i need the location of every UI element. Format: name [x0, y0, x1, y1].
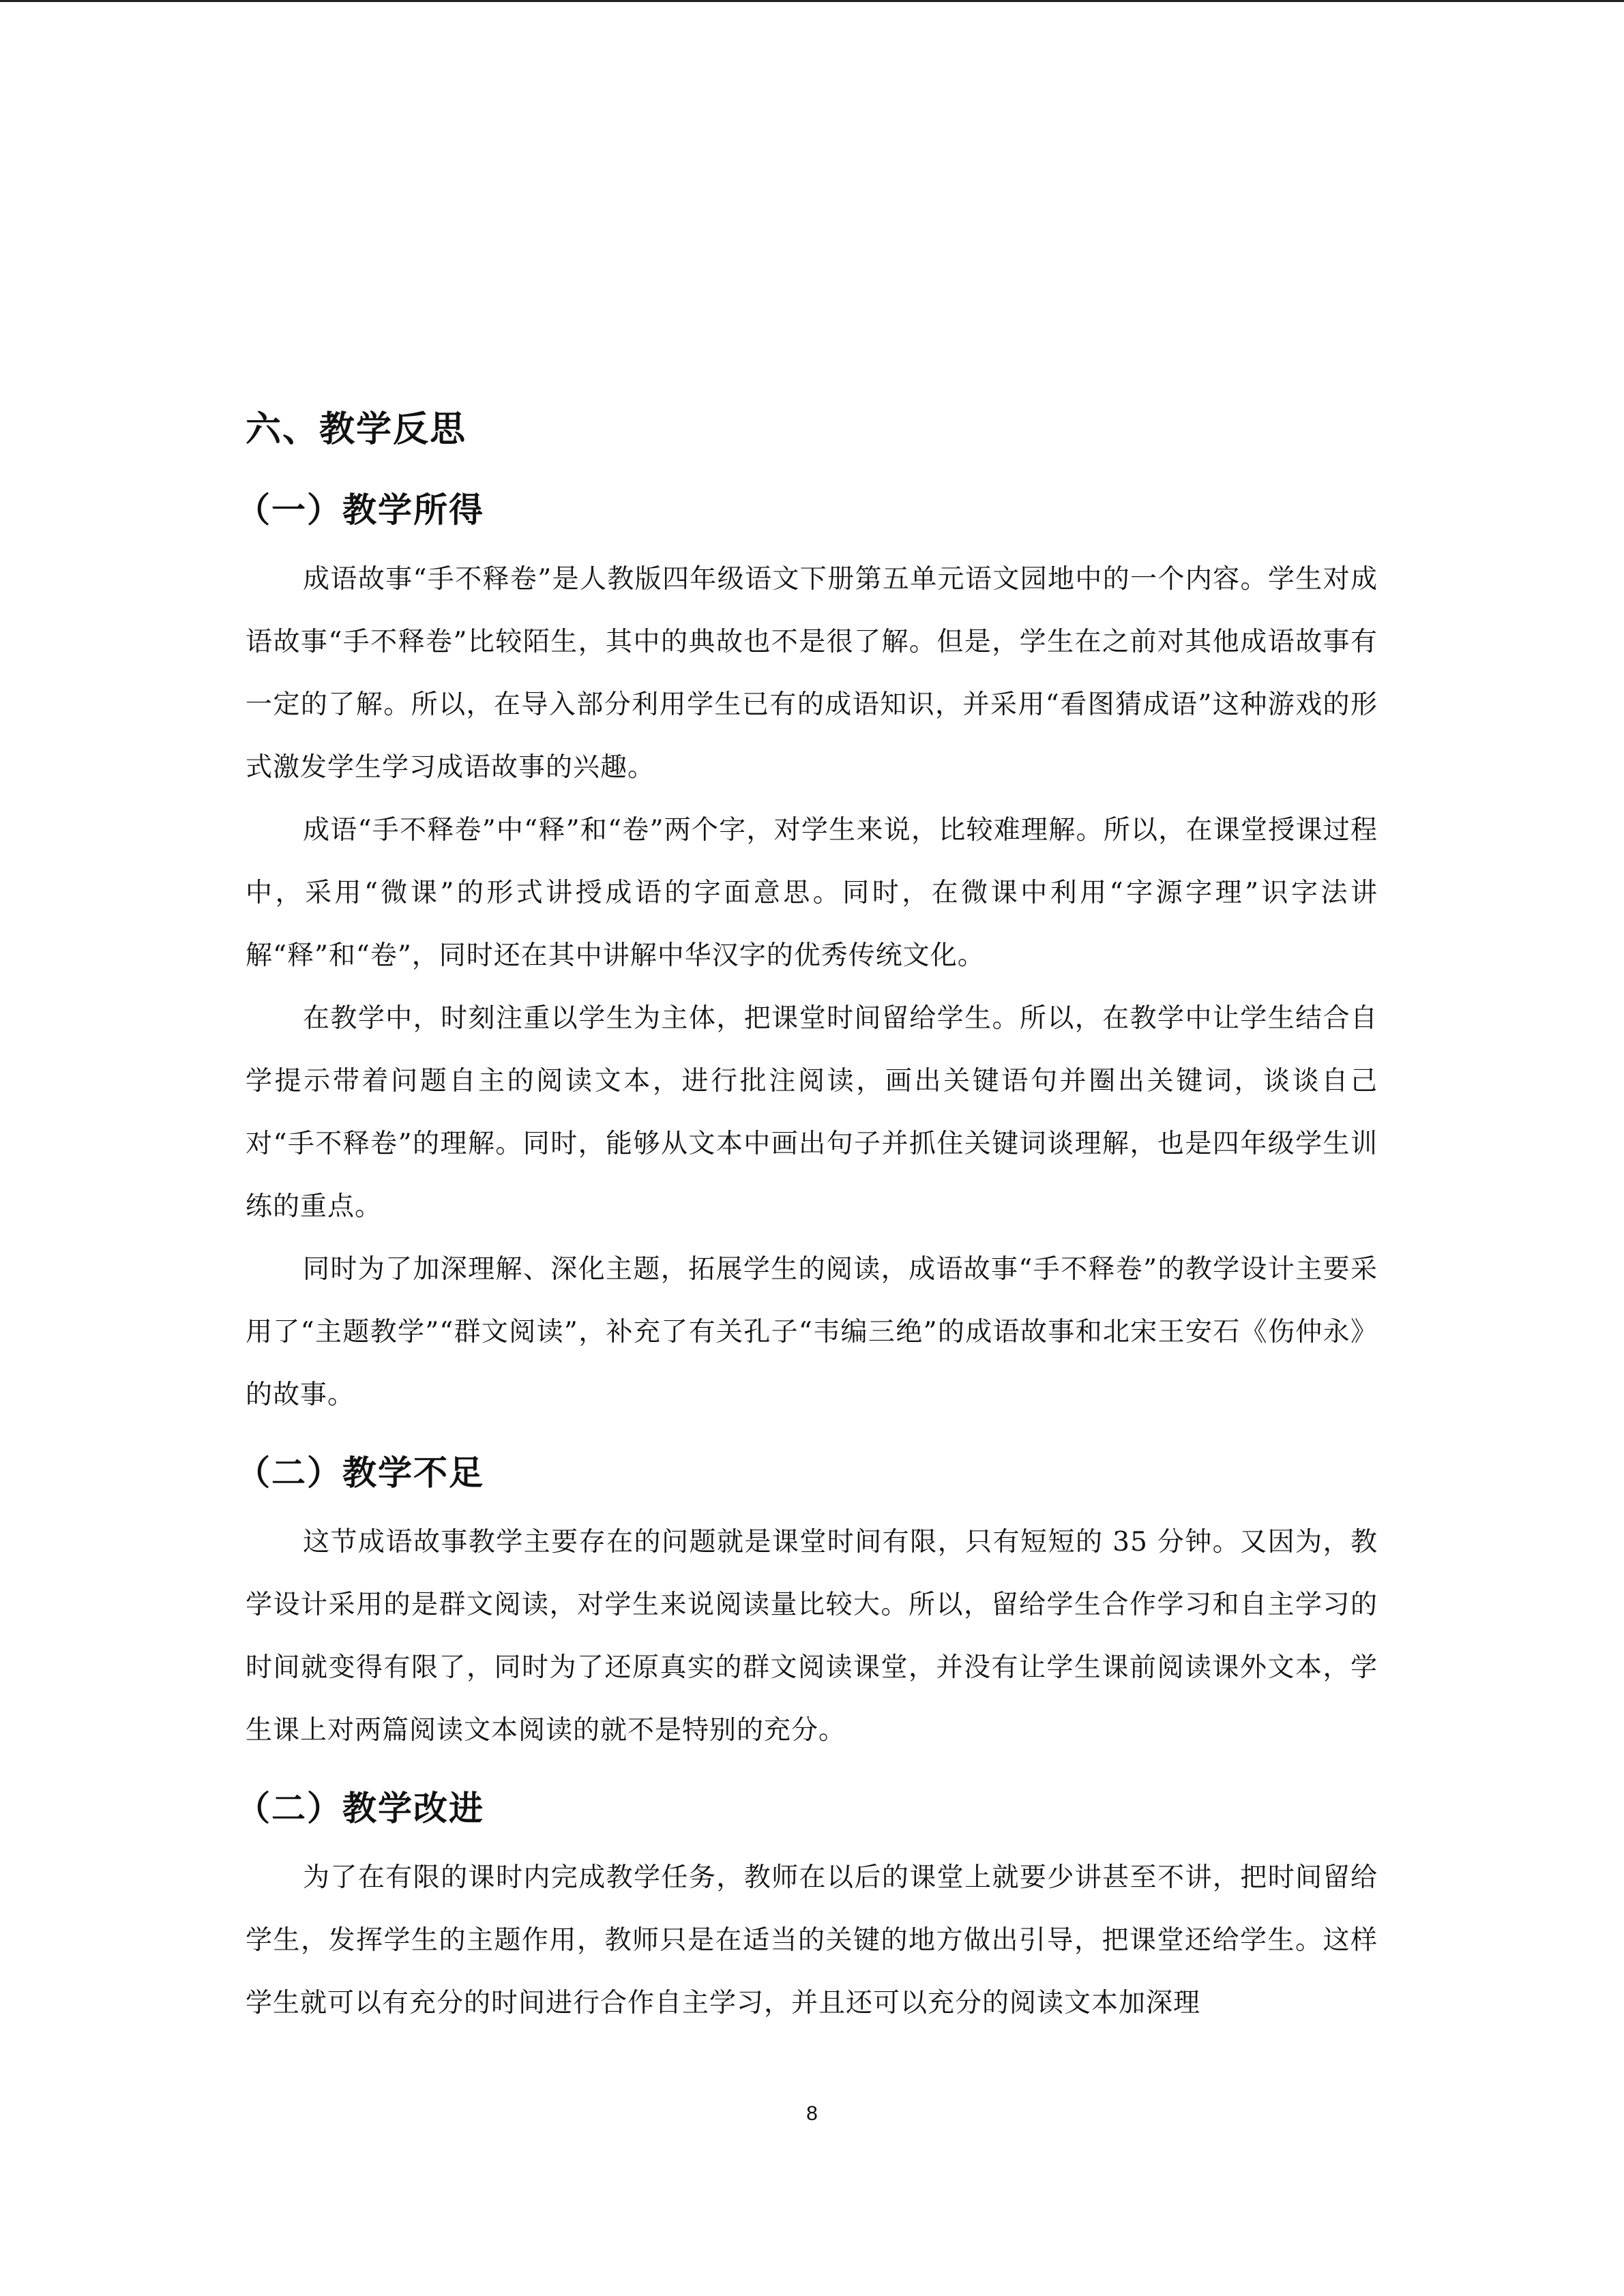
- page-top-border: [0, 0, 1624, 2]
- section-title: 六、教学反思: [246, 409, 467, 450]
- document-body: [236, 396, 1378, 2035]
- subsection-title-improvements: （二）教学改进: [236, 1789, 484, 1828]
- paragraph: 这节成语故事教学主要存在的问题就是课堂时间有限，只有短短的 35 分钟。又因为，教学设计采用的是群文阅读，对学生来说阅读量比较大。所以，留给学生合作学习和自主学习的时间就变得有限了，同时为了还原真实的群文阅读课堂，并没有让学生课前阅读课外文本，学生课上对两篇阅读文本阅读的就不是特别的充分。: [246, 1527, 1378, 1746]
- subsection-title-shortcomings: （二）教学不足: [236, 1453, 484, 1493]
- paragraph: 成语“手不释卷”中“释”和“卷”两个字，对学生来说，比较难理解。所以，在课堂授课过程中，采用“微课”的形式讲授成语的字面意思。同时，在微课中利用“字源字理”识字法讲解“释”和“卷”，同时还在其中讲解中华汉字的优秀传统文化。: [246, 815, 1378, 971]
- paragraph: 在教学中，时刻注重以学生为主体，把课堂时间留给学生。所以，在教学中让学生结合自学提示带着问题自主的阅读文本，进行批注阅读，画出关键语句并圈出关键词，谈谈自己对“手不释卷”的理解。同时，能够从文本中画出句子并抓住关键词谈理解，也是四年级学生训练的重点。: [246, 1003, 1378, 1222]
- paragraph: 同时为了加深理解、深化主题，拓展学生的阅读，成语故事“手不释卷”的教学设计主要采用了“主题教学”“群文阅读”，补充了有关孔子“韦编三绝”的成语故事和北宋王安石《伤仲永》的故事。: [246, 1254, 1378, 1410]
- paragraph: 为了在有限的课时内完成教学任务，教师在以后的课堂上就要少讲甚至不讲，把时间留给学生，发挥学生的主题作用，教师只是在适当的关键的地方做出引导，把课堂还给学生。这样学生就可以有充分的时间进行合作自主学习，并且还可以充分的阅读文本加深理: [246, 1862, 1378, 2018]
- subsection-title-gains: （一）教学所得: [236, 490, 484, 530]
- paragraph: 成语故事“手不释卷”是人教版四年级语文下册第五单元语文园地中的一个内容。学生对成语故事“手不释卷”比较陌生，其中的典故也不是很了解。但是，学生在之前对其他成语故事有一定的了解。所以，在导入部分利用学生已有的成语知识，并采用“看图猜成语”这种游戏的形式激发学生学习成语故事的兴趣。: [246, 564, 1378, 783]
- page-number: 8: [806, 2102, 818, 2125]
